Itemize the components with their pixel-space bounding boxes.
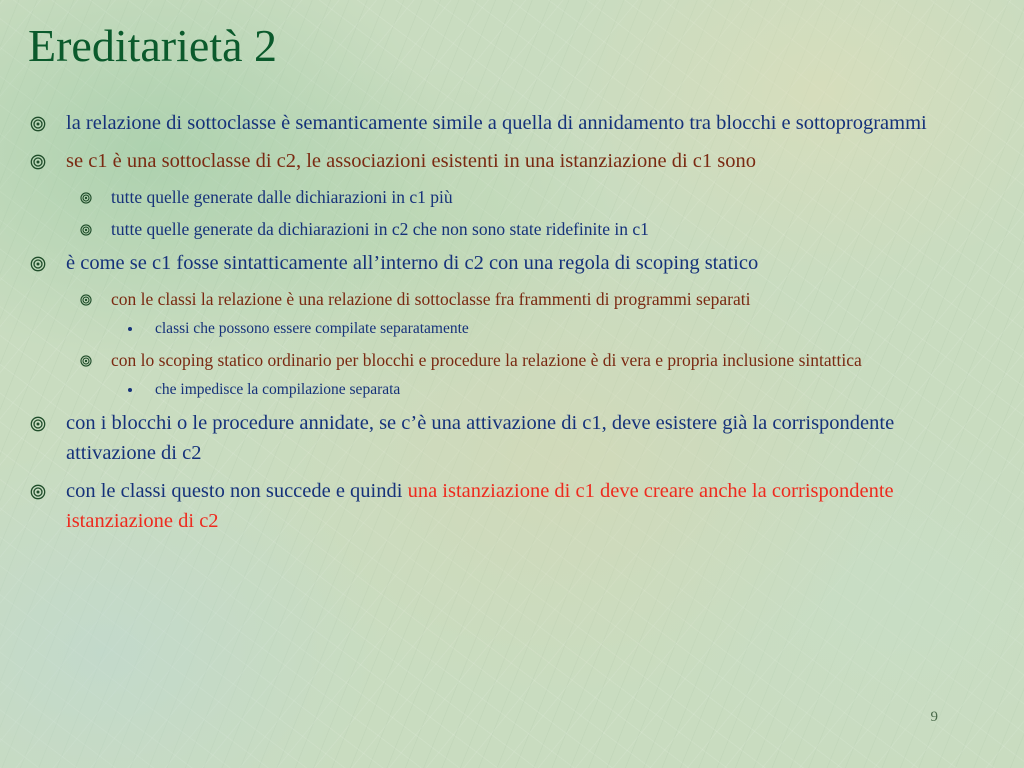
concentric-circle-icon xyxy=(30,416,46,432)
concentric-circle-icon xyxy=(80,355,92,367)
bullet-item xyxy=(0,146,1024,176)
sub-sub-bullet-text: che impedisce la compilazione separata xyxy=(155,381,401,398)
bullet-text xyxy=(66,476,974,536)
sub-sub-bullet-item xyxy=(0,379,1024,401)
sub-bullet-text: tutte quelle generate da dichiarazioni in c2 che non sono state ridefinite in c1 xyxy=(111,219,649,239)
bullet-item xyxy=(0,108,1024,138)
sub-bullet-item xyxy=(0,286,1024,312)
bullet-text: se c1 è una sottoclasse di c2, le associazioni esistenti in una istanziazione di c1 sono xyxy=(66,150,756,172)
slide-title: Ereditarietà 2 xyxy=(28,20,278,71)
bullet-text: è come se c1 fosse sintatticamente all’interno di c2 con una regola di scoping statico xyxy=(66,252,759,274)
bullet-text: la relazione di sottoclasse è semanticamente simile a quella di annidamento tra blocchi e sottoprogrammi xyxy=(66,112,927,134)
concentric-circle-icon xyxy=(80,294,92,306)
concentric-circle-icon xyxy=(30,256,46,272)
bullet-text: con i blocchi o le procedure annidate, se c’è una attivazione di c1, deve esistere già la corrispondente attivazione di c2 xyxy=(66,412,895,464)
sub-bullet-text: con le classi la relazione è una relazione di sottoclasse fra frammenti di programmi separati xyxy=(111,289,751,309)
sub-bullet-item xyxy=(0,216,1024,242)
dot-icon xyxy=(128,388,132,392)
bullet-list xyxy=(0,108,1024,544)
page-number: 9 xyxy=(930,709,938,725)
bullet-text-emphasis: una istanziazione di c1 deve creare anche la corrispondente istanziazione di c2 xyxy=(66,480,894,532)
dot-icon xyxy=(128,327,132,331)
sub-sub-bullet-text: classi che possono essere compilate separatamente xyxy=(155,320,469,337)
concentric-circle-icon xyxy=(30,116,46,132)
concentric-circle-icon xyxy=(80,192,92,204)
sub-bullet-item xyxy=(0,184,1024,210)
sub-bullet-item xyxy=(0,347,1024,373)
concentric-circle-icon xyxy=(80,224,92,236)
bullet-item xyxy=(0,408,1024,468)
concentric-circle-icon xyxy=(30,154,46,170)
bullet-item xyxy=(0,248,1024,278)
bullet-item xyxy=(0,476,1024,536)
concentric-circle-icon xyxy=(30,484,46,500)
sub-sub-bullet-item xyxy=(0,318,1024,340)
bullet-text-plain: con le classi questo non succede e quindi xyxy=(66,480,408,502)
sub-bullet-text: con lo scoping statico ordinario per blocchi e procedure la relazione è di vera e propria inclusione sintattica xyxy=(111,350,862,370)
sub-bullet-text: tutte quelle generate dalle dichiarazioni in c1 più xyxy=(111,187,453,207)
